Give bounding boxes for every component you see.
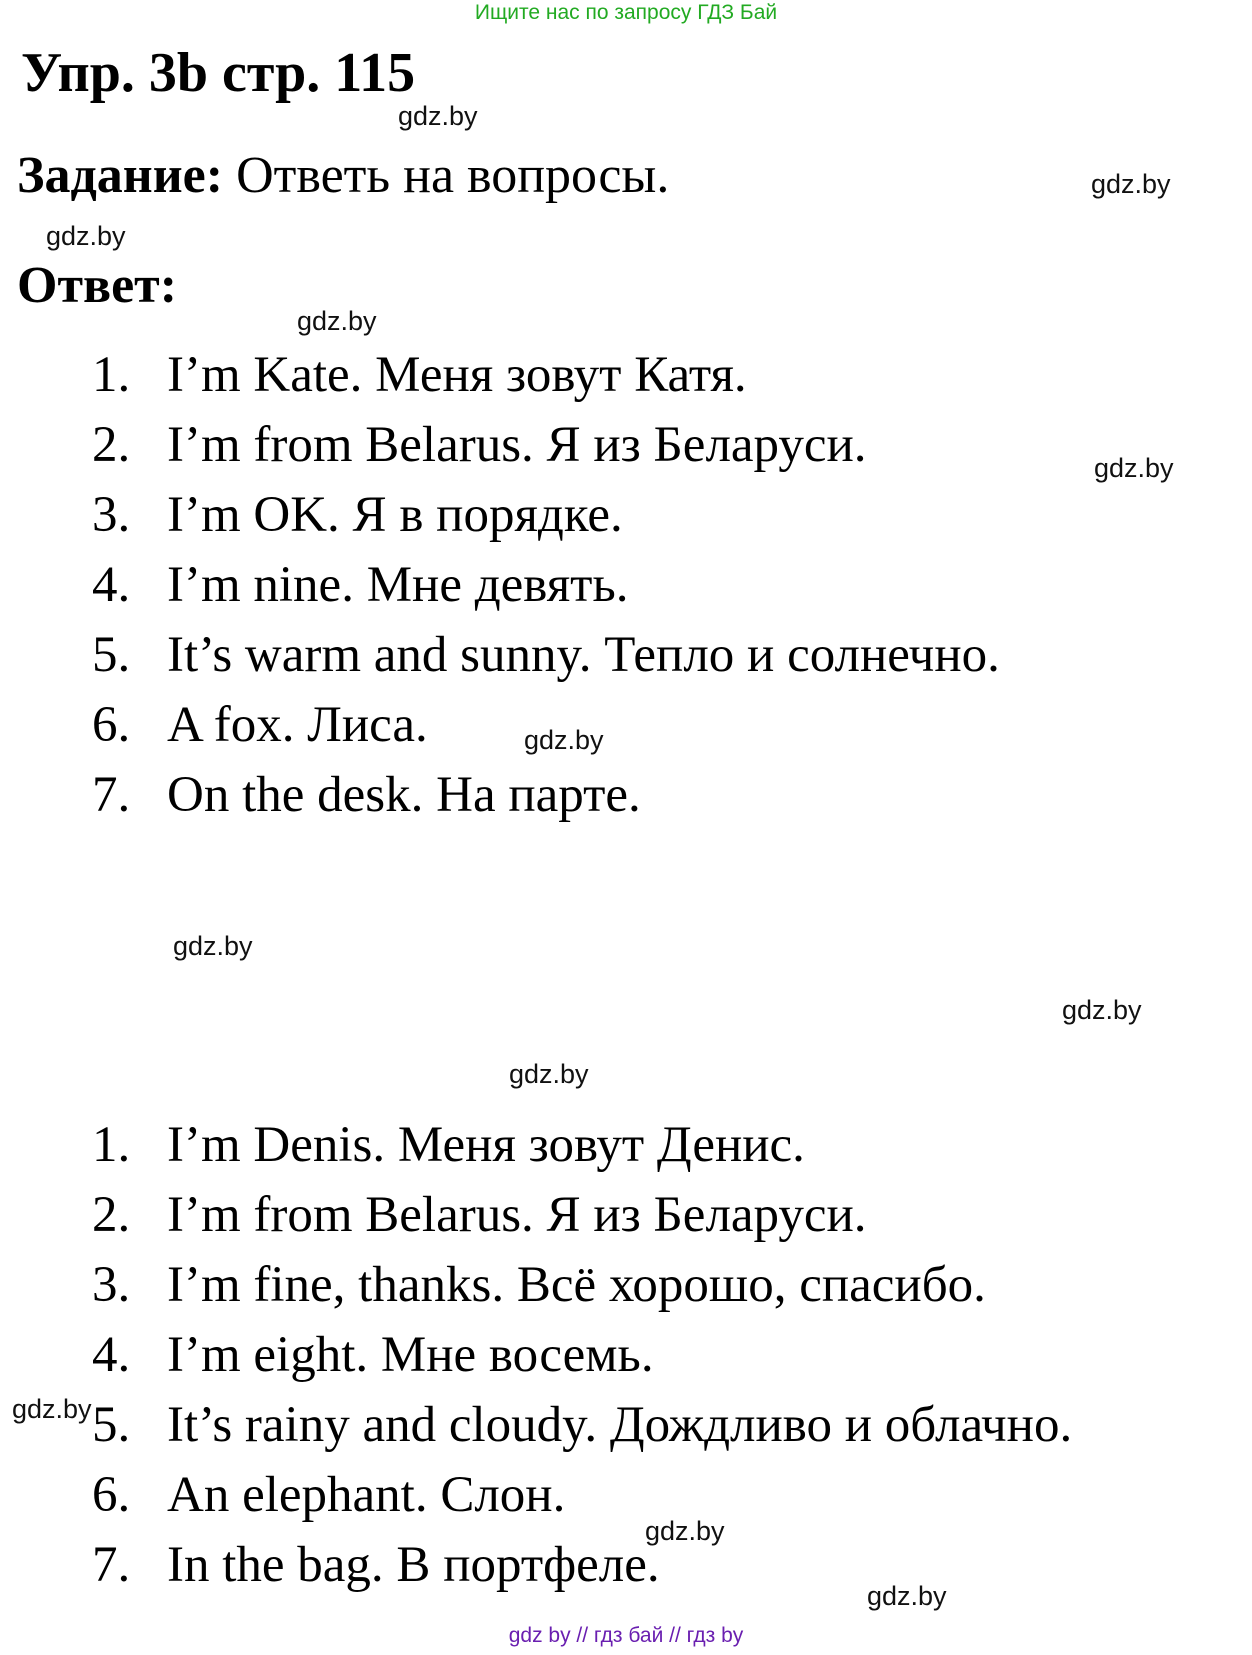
item-number: 2. xyxy=(92,417,131,473)
item-text: It’s rainy and cloudy. Дождливо и облачно. xyxy=(167,1397,1073,1453)
item-number: 7. xyxy=(92,767,131,823)
item-text: I’m eight. Мне восемь. xyxy=(167,1327,654,1383)
item-number: 2. xyxy=(92,1187,131,1243)
footer-text: gdz by // гдз бай // гдз by xyxy=(508,1624,744,1647)
item-number: 3. xyxy=(92,487,131,543)
item-text: I’m from Belarus. Я из Беларуси. xyxy=(167,417,867,473)
item-number: 6. xyxy=(92,1467,131,1523)
item-text: I’m Kate. Меня зовут Катя. xyxy=(167,347,747,403)
item-text: In the bag. В портфеле. xyxy=(167,1537,660,1593)
watermark: gdz.by xyxy=(12,1394,92,1424)
item-text: I’m fine, thanks. Всё хорошо, спасибо. xyxy=(167,1257,986,1313)
item-number: 4. xyxy=(92,557,131,613)
exercise-title: Упр. 3b стр. 115 xyxy=(21,42,416,104)
watermark: gdz.by xyxy=(1062,995,1142,1025)
watermark: gdz.by xyxy=(398,101,478,131)
watermark: gdz.by xyxy=(297,306,377,336)
task-label: Задание: xyxy=(17,147,224,204)
item-number: 1. xyxy=(92,1117,131,1173)
item-text: A fox. Лиса. xyxy=(167,697,428,753)
watermark: gdz.by xyxy=(46,221,126,251)
item-number: 1. xyxy=(92,347,131,403)
watermark: gdz.by xyxy=(1094,453,1174,483)
watermark: gdz.by xyxy=(173,931,253,961)
item-number: 4. xyxy=(92,1327,131,1383)
item-number: 6. xyxy=(92,697,131,753)
item-text: I’m from Belarus. Я из Беларуси. xyxy=(167,1187,867,1243)
watermark: gdz.by xyxy=(509,1059,589,1089)
item-text: I’m nine. Мне девять. xyxy=(167,557,629,613)
task-line xyxy=(17,145,669,207)
item-text: I’m OK. Я в порядке. xyxy=(167,487,623,543)
answer-label: Ответ: xyxy=(17,257,178,314)
item-text: I’m Denis. Меня зовут Денис. xyxy=(167,1117,805,1173)
item-text: On the desk. На парте. xyxy=(167,767,641,823)
watermark: gdz.by xyxy=(524,725,604,755)
watermark: gdz.by xyxy=(1091,169,1171,199)
item-number: 5. xyxy=(92,627,131,683)
task-text: Ответь на вопросы. xyxy=(223,147,670,204)
watermark: gdz.by xyxy=(867,1581,947,1611)
item-number: 5. xyxy=(92,1397,131,1453)
item-text: An elephant. Слон. xyxy=(167,1467,566,1523)
watermark: gdz.by xyxy=(645,1516,725,1546)
item-number: 7. xyxy=(92,1537,131,1593)
top-banner: Ищите нас по запросу ГДЗ Бай xyxy=(474,1,778,24)
item-number: 3. xyxy=(92,1257,131,1313)
item-text: It’s warm and sunny. Тепло и солнечно. xyxy=(167,627,1000,683)
